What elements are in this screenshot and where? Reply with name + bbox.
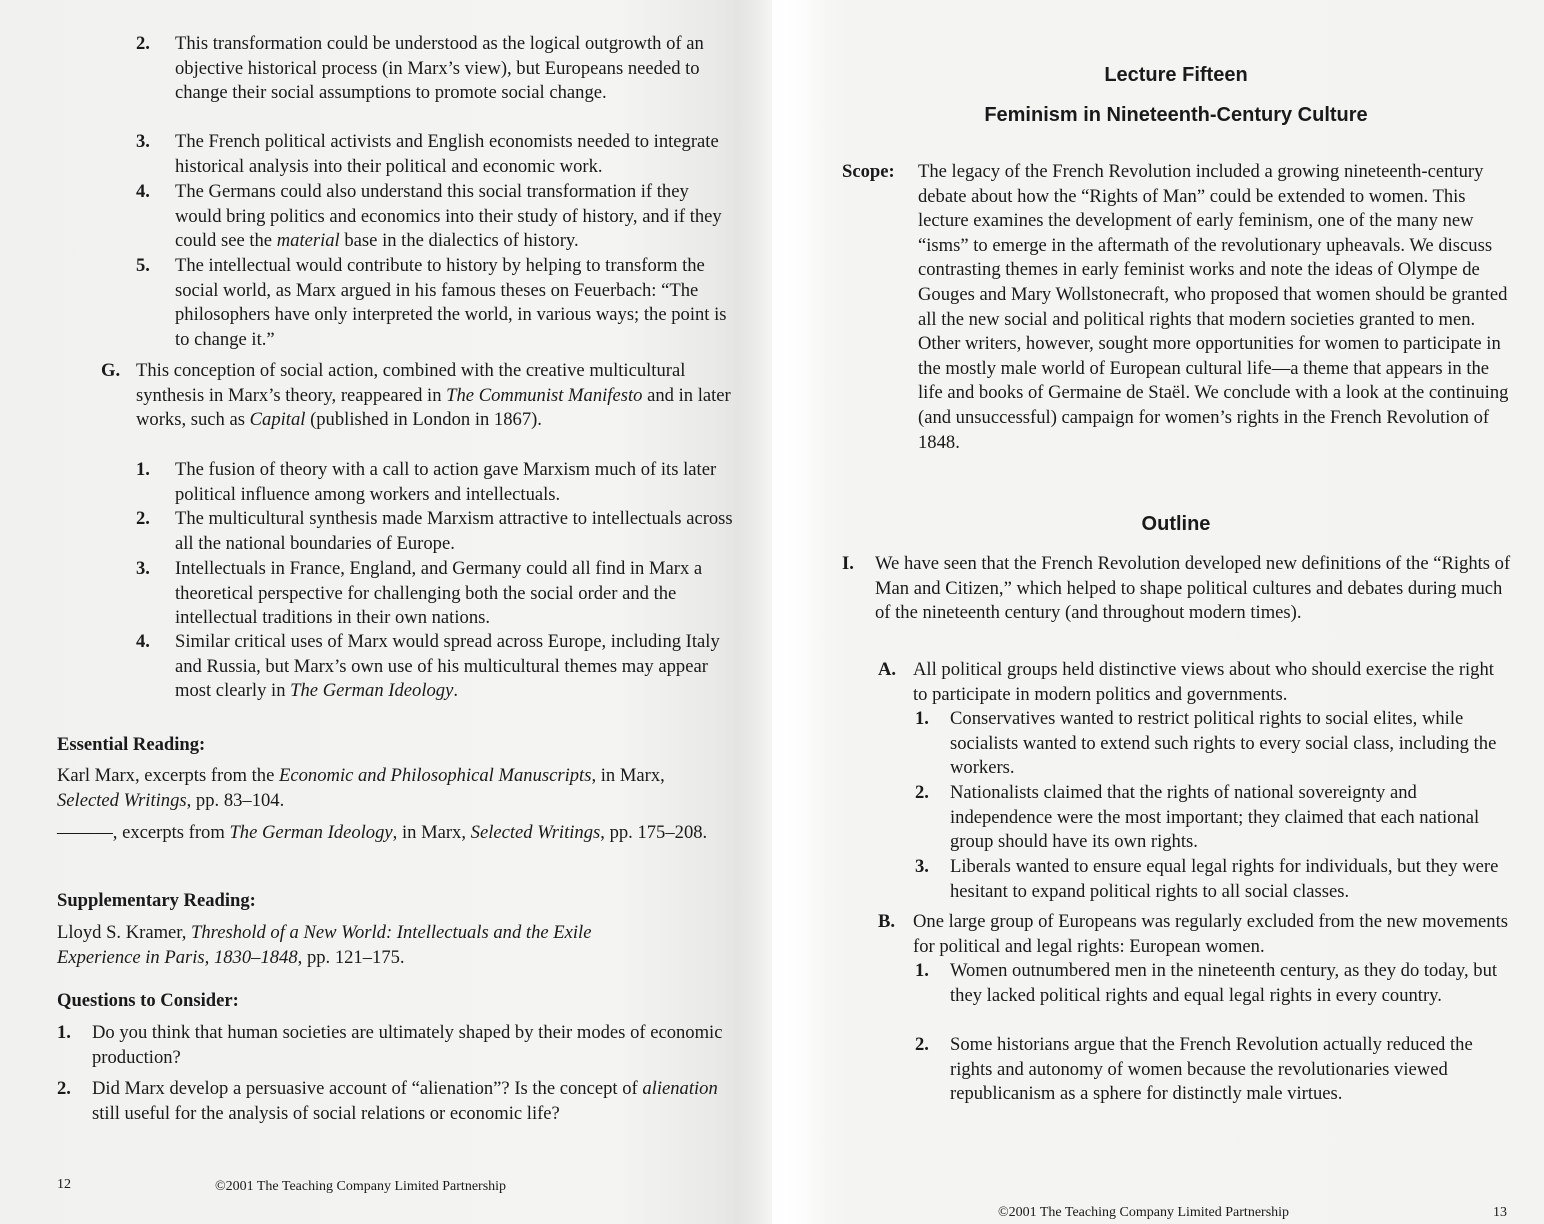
scope-label: Scope: bbox=[842, 161, 895, 182]
right-page bbox=[772, 0, 1544, 1224]
item-number: 3. bbox=[915, 856, 929, 877]
outline-letter: A. bbox=[878, 659, 897, 680]
item-text: The intellectual would contribute to history by helping to transform the social world, as Marx argued in his famous theses on Feuerbach: “The philosophers have only interpreted the world, in various ways; the point is to change it.” bbox=[175, 255, 727, 350]
item-number: 2. bbox=[915, 782, 929, 803]
item-text: The Germans could also understand this social transformation if they would bring politics and economics into their study of history, and if they could see the material base in the dialectics of history. bbox=[175, 181, 722, 252]
item-number: 4. bbox=[136, 181, 150, 202]
outline-text: We have seen that the French Revolution developed new definitions of the “Rights of Man and Citizen,” which helped to shape political cultures and debates during much of the nineteenth century (and throughout modern times). bbox=[875, 553, 1511, 624]
item-number: 2. bbox=[136, 508, 150, 529]
item-number: 2. bbox=[136, 33, 150, 54]
outline-text: All political groups held distinctive views about who should exercise the right to participate in modern politics and governments. bbox=[913, 659, 1494, 705]
outline-letter: B. bbox=[878, 911, 896, 932]
outline-text: One large group of Europeans was regularly excluded from the new movements for political and legal rights: European women. bbox=[913, 911, 1508, 957]
supplementary-reading-heading: Supplementary Reading: bbox=[57, 890, 256, 911]
item-number: 1. bbox=[915, 960, 929, 981]
item-number: 4. bbox=[136, 631, 150, 652]
questions-heading: Questions to Consider: bbox=[57, 990, 239, 1011]
item-text: The multicultural synthesis made Marxism attractive to intellectuals across all the national boundaries of Europe. bbox=[175, 508, 733, 554]
lecture-subtitle: Feminism in Nineteenth-Century Culture bbox=[984, 104, 1368, 126]
question-number: 1. bbox=[57, 1022, 71, 1043]
item-number: 2. bbox=[915, 1034, 929, 1055]
supplementary-reading-entry: Lloyd S. Kramer, Threshold of a New World: Intellectuals and the Exile Experience in Paris, 1830–1848, pp. 121–175. bbox=[57, 922, 592, 968]
item-number: 5. bbox=[136, 255, 150, 276]
section-letter: G. bbox=[101, 360, 121, 381]
section-text: This conception of social action, combined with the creative multicultural synthesis in Marx’s theory, reappeared in The Communist Manifesto and in later works, such as Capital (published in London in 1867). bbox=[136, 360, 731, 431]
page-number: 12 bbox=[57, 1177, 71, 1192]
item-text: Some historians argue that the French Revolution actually reduced the rights and autonomy of women because the revolutionaries viewed republicanism as a sphere for distinctly male virtues. bbox=[950, 1034, 1473, 1105]
item-text: The fusion of theory with a call to action gave Marxism much of its later political influence among workers and intellectuals. bbox=[175, 459, 717, 505]
question-text: Do you think that human societies are ultimately shaped by their modes of economic production? bbox=[92, 1022, 723, 1068]
item-text: Intellectuals in France, England, and Germany could all find in Marx a theoretical perspective for challenging both the social order and the intellectual traditions in their own nations. bbox=[175, 558, 703, 629]
outline-heading: Outline bbox=[1141, 513, 1211, 535]
question-text: Did Marx develop a persuasive account of “alienation”? Is the concept of alienation still useful for the analysis of social relations or economic life? bbox=[92, 1078, 718, 1124]
item-text: This transformation could be understood as the logical outgrowth of an objective historical process (in Marx’s view), but Europeans needed to change their social assumptions to promote social change. bbox=[175, 33, 704, 104]
question-number: 2. bbox=[57, 1078, 71, 1099]
page-number: 13 bbox=[1493, 1205, 1507, 1220]
copyright-footer: ©2001 The Teaching Company Limited Partnership bbox=[215, 1179, 507, 1194]
item-text: The French political activists and English economists needed to integrate historical analysis into their political and economic work. bbox=[175, 131, 719, 177]
item-number: 1. bbox=[915, 708, 929, 729]
essential-reading-heading: Essential Reading: bbox=[57, 734, 206, 755]
essential-reading-entry: Karl Marx, excerpts from the Economic and Philosophical Manuscripts, in Marx, Selected Writings, pp. 83–104. bbox=[57, 765, 665, 811]
essential-reading-entry: ———, excerpts from The German Ideology, in Marx, Selected Writings, pp. 175–208. bbox=[57, 822, 708, 843]
lecture-title: Lecture Fifteen bbox=[1104, 64, 1248, 86]
item-text: Women outnumbered men in the nineteenth century, as they do today, but they lacked political rights and equal legal rights in every country. bbox=[950, 960, 1498, 1006]
item-text: Liberals wanted to ensure equal legal rights for individuals, but they were hesitant to expand political rights to all social classes. bbox=[950, 856, 1499, 902]
outline-numeral: I. bbox=[842, 553, 854, 574]
copyright-footer: ©2001 The Teaching Company Limited Partnership bbox=[998, 1205, 1290, 1220]
scope-text: The legacy of the French Revolution included a growing nineteenth-century debate about how the “Rights of Man” could be extended to women. This lecture examines the development of early feminism, one of the many new “isms” to emerge in the aftermath of the revolutionary upheavals. We discuss contrasting themes in early feminist works and note the ideas of Olympe de Gouges and Mary Wollstonecraft, who proposed that women should be granted all the new social and political rights that modern societies granted to men. Other writers, however, sought more opportunities for women to participate in the mostly male world of European cultural life—a theme that appears in the life and books of Germaine de Staël. We conclude with a look at the continuing (and unsuccessful) campaign for women’s rights in the French Revolution of 1848. bbox=[918, 161, 1509, 453]
item-text: Nationalists claimed that the rights of national sovereignty and independence were the most important; they claimed that each national group should have its own rights. bbox=[950, 782, 1480, 853]
item-number: 3. bbox=[136, 131, 150, 152]
item-text: Similar critical uses of Marx would spread across Europe, including Italy and Russia, but Marx’s own use of his multicultural themes may appear most clearly in The German Ideology. bbox=[175, 631, 720, 702]
item-text: Conservatives wanted to restrict political rights to social elites, while socialists wanted to extend such rights to every social class, including the workers. bbox=[950, 708, 1497, 779]
item-number: 1. bbox=[136, 459, 150, 480]
item-number: 3. bbox=[136, 558, 150, 579]
